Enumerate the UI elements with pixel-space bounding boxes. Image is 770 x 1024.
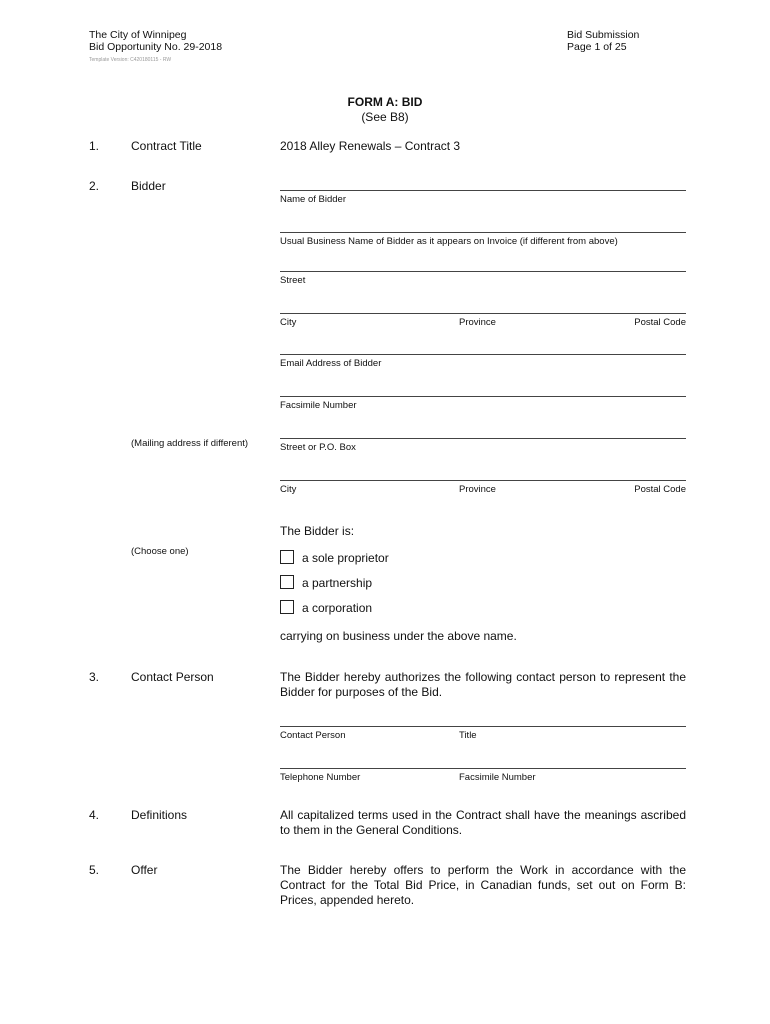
city-label: City	[280, 317, 297, 328]
section-1-label: Contract Title	[131, 139, 202, 153]
section-5-label: Offer	[131, 863, 158, 877]
sole-proprietor-checkbox[interactable]	[280, 550, 294, 564]
contact-fax-label: Facsimile Number	[459, 772, 536, 783]
email-line[interactable]	[280, 354, 686, 355]
section-2-number: 2.	[89, 179, 100, 193]
section-2-label: Bidder	[131, 179, 166, 193]
telephone-label: Telephone Number	[280, 772, 361, 783]
section-1-number: 1.	[89, 139, 100, 153]
mailing-city-line[interactable]	[280, 480, 686, 481]
mailing-street-label: Street or P.O. Box	[280, 442, 356, 453]
header-bid-opportunity: Bid Opportunity No. 29-2018	[89, 41, 223, 53]
contact-title-label: Title	[459, 730, 477, 741]
definitions-text: All capitalized terms used in the Contract shall have the meanings ascribed to them in the General Conditions.	[280, 808, 686, 837]
corporation-label: a corporation	[302, 601, 373, 615]
fax-label: Facsimile Number	[280, 400, 357, 411]
bidder-is-label: The Bidder is:	[280, 524, 355, 538]
name-of-bidder-label: Name of Bidder	[280, 194, 347, 205]
name-of-bidder-line[interactable]	[280, 190, 686, 191]
sole-proprietor-label: a sole proprietor	[302, 551, 389, 565]
telephone-line[interactable]	[280, 768, 686, 769]
header-bid-submission: Bid Submission	[567, 29, 640, 41]
province-label: Province	[459, 317, 496, 328]
form-title: FORM A: BID	[347, 95, 423, 109]
partnership-label: a partnership	[302, 576, 373, 590]
section-4-label: Definitions	[131, 808, 188, 822]
corporation-checkbox[interactable]	[280, 600, 294, 614]
header-city: The City of Winnipeg	[89, 29, 187, 41]
mailing-street-line[interactable]	[280, 438, 686, 439]
business-name-label: Usual Business Name of Bidder as it appears on Invoice (if different from above)	[280, 236, 618, 247]
section-3-label: Contact Person	[131, 670, 214, 684]
street-label: Street	[280, 275, 306, 286]
partnership-checkbox[interactable]	[280, 575, 294, 589]
contact-person-text: The Bidder hereby authorizes the following contact person to represent the Bidder for purposes of the Bid.	[280, 670, 686, 699]
contact-person-line[interactable]	[280, 726, 686, 727]
contact-person-field-label: Contact Person	[280, 730, 346, 741]
business-name-line[interactable]	[280, 232, 686, 233]
section-4-number: 4.	[89, 808, 100, 822]
offer-text: The Bidder hereby offers to perform the Work in accordance with the Contract for the Total Bid Price, in Canadian funds, set out on Form B: Prices, appended hereto.	[280, 863, 686, 907]
section-3-number: 3.	[89, 670, 100, 684]
carrying-on-business-text: carrying on business under the above name.	[280, 629, 517, 643]
form-subtitle: (See B8)	[361, 110, 409, 124]
mailing-address-label: (Mailing address if different)	[131, 438, 249, 449]
mailing-city-label: City	[280, 484, 297, 495]
mailing-province-label: Province	[459, 484, 496, 495]
mailing-postal-code-label: Postal Code	[634, 484, 686, 495]
fax-line[interactable]	[280, 396, 686, 397]
postal-code-label: Postal Code	[634, 317, 686, 328]
template-version: Template Version: C420180115 - RW	[89, 57, 172, 63]
email-label: Email Address of Bidder	[280, 358, 382, 369]
street-line[interactable]	[280, 271, 686, 272]
contract-title-value: 2018 Alley Renewals – Contract 3	[280, 139, 461, 153]
choose-one-label: (Choose one)	[131, 546, 189, 557]
header-page-number: Page 1 of 25	[567, 41, 627, 53]
section-5-number: 5.	[89, 863, 100, 877]
city-line[interactable]	[280, 313, 686, 314]
